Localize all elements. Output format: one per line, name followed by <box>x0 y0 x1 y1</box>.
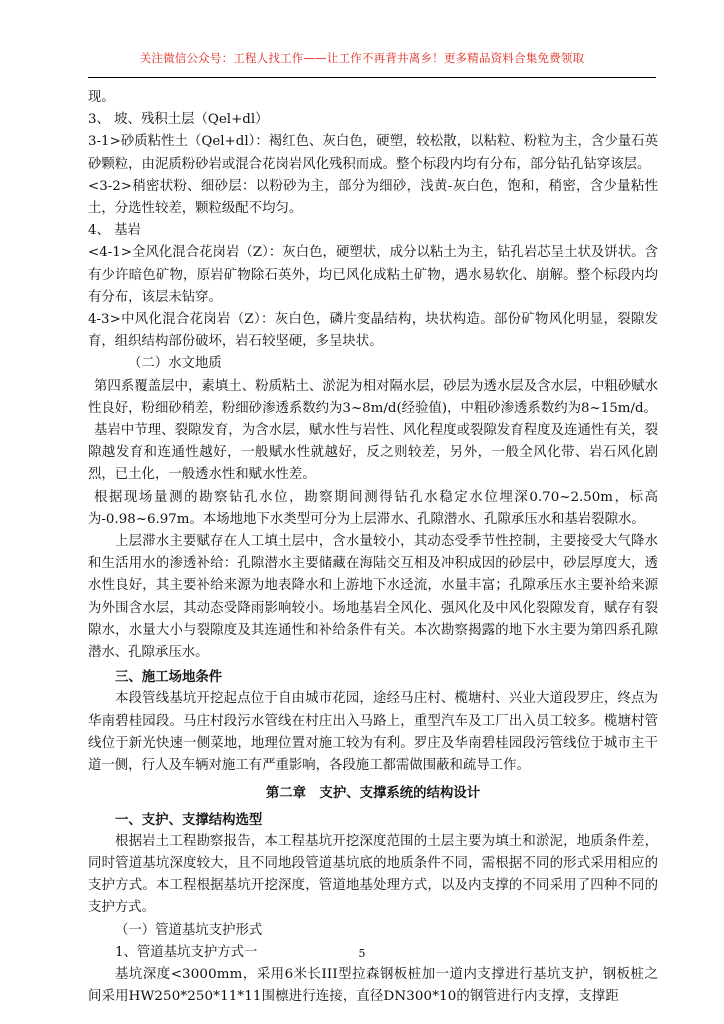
section-title: 三、施工场地条件 <box>115 669 223 686</box>
document-body <box>88 87 658 1008</box>
paragraph: 现。 <box>88 90 115 105</box>
section-heading: 3、 坡、残积土层（Qel+dl） <box>88 112 269 128</box>
paragraph: 根据现场量测的勘察钻孔水位，勘察期间测得钻孔水稳定水位埋深0.70~2.50m，标高为-0.98~6.97m。本场地地下水类型可分为上层滞水、孔隙潜水、孔隙承压水和基岩裂隙水。 <box>88 489 658 527</box>
paragraph: 上层滞水主要赋存在人工填土层中，含水量较小，其动态受季节性控制，主要接受大气降水和生活用水的渗透补给：孔隙潜水主要储藏在海陆交互相及冲积成因的砂层中，砂层厚度大，透水性良好，其主要补给来源为地表降水和上游地下水迳流，水量丰富；孔隙承压水主要补给来源为外围含水层，其动态受降雨影响较小。场地基岩全风化、强风化及中风化裂隙发育，赋存有裂隙水，水量大小与裂隙度及其连通性和补给条件有关。本次勘察揭露的地下水主要为第四系孔隙潜水、孔隙承压水。 <box>88 534 658 661</box>
paragraph: 本段管线基坑开挖起点位于自由城市花园，途经马庄村、榄塘村、兴业大道段罗庄，终点为华南碧桂园段。马庄村段污水管线在村庄出入马路上，重型汽车及工厂出入员工较多。榄塘村管线位于新光快速一侧菜地，地理位置对施工较为有利。罗庄及华南碧桂园段污管线位于城市主干道一侧，行人及车辆对施工有严重影响，各段施工都需做围蔽和疏导工作。 <box>88 691 658 774</box>
chapter-title: 第二章 支护、支撑系统的结构设计 <box>265 785 481 802</box>
subsection-heading: （二）水文地质 <box>128 356 222 372</box>
section-heading: 4、 基岩 <box>88 223 141 239</box>
section-title: 一、支护、支撑结构选型 <box>115 811 263 828</box>
header-rule <box>88 77 656 78</box>
subsection-heading: 1、管道基坑支护方式一 <box>115 944 258 960</box>
subsection-heading: （一）管道基坑支护形式 <box>115 922 263 938</box>
paragraph: 基岩中节理、裂隙发育，为含水层，赋水性与岩性、风化程度或裂隙发育程度及连通性有关，裂隙越发育和连通性越好，一般赋水性就越好，反之则较差，另外，一般全风化带、岩石风化剧烈，已土化，一般透水性和赋水性差。 <box>88 423 658 483</box>
paragraph: 根据岩土工程勘察报告，本工程基坑开挖深度范围的土层主要为填土和淤泥，地质条件差，同时管道基坑深度较大，且不同地段管道基坑底的地质条件不同，需根据不同的形式采用相应的支护方式。本工程根据基坑开挖深度，管道地基处理方式，以及内支撑的不同采用了四种不同的支护方式。 <box>88 833 658 916</box>
paragraph: 第四系覆盖层中，素填土、粉质粘土、淤泥为相对隔水层，砂层为透水层及含水层，中粗砂赋水性良好，粉细砂稍差，粉细砂渗透系数约为3~8m/d(经验值)，中粗砂渗透系数约为8~15m/d。 <box>88 378 658 416</box>
paragraph: 4-3>中风化混合花岗岩（Z）：灰白色，磷片变晶结构，块状构造。部份矿物风化明显，裂隙发育，组织结构部份破坏，岩石较坚硬，多呈块状。 <box>88 312 658 350</box>
paragraph: 基坑深度<3000mm，采用6米长III型拉森钢板桩加一道内支撑进行基坑支护，钢板桩之间采用HW250*250*11*11围檩进行连接，直径DN300*10的钢管进行内支撑，支撑距 <box>88 966 658 1005</box>
paragraph: <4-1>全风化混合花岗岩（Z）：灰白色，硬塑状，成分以粘土为主，钻孔岩芯呈土状及饼状。含有少许暗色矿物，原岩矿物除石英外，均已风化成粘土矿物，遇水易软化、崩解。整个标段内均有分布，该层未钻穿。 <box>88 245 658 305</box>
paragraph: 3-1>砂质粘性土（Qel+dl）：褐红色、灰白色，硬塑，较松散，以粘粒、粉粒为主，含少量石英砂颗粒，由泥质粉砂岩或混合花岗岩风化残积而成。整个标段内均有分布，部分钻孔钻穿该层。 <box>88 134 658 172</box>
page-number: 5 <box>358 947 366 960</box>
header-banner: 关注微信公众号：工程人找工作——让工作不再背井离乡！更多精品资料合集免费领取 <box>139 51 585 65</box>
paragraph: <3-2>稍密状粉、细砂层：以粉砂为主，部分为细砂，浅黄-灰白色，饱和，稍密，含少量粘性土，分选性较差，颗粒级配不均匀。 <box>88 178 658 217</box>
